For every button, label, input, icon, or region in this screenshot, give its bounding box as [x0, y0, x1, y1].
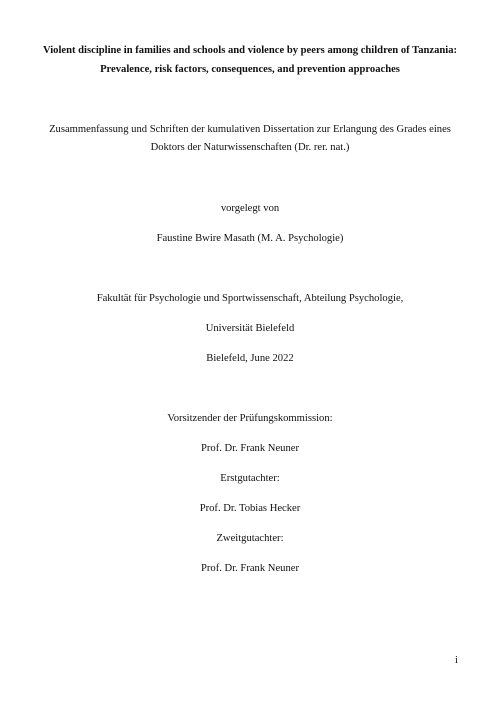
university-name: Universität Bielefeld [205, 323, 295, 334]
submitted-by-label: vorgelegt von [220, 203, 280, 214]
thesis-title-line-1: Violent discipline in families and schools and violence by peers among children of Tanzania: [42, 45, 458, 56]
second-reviewer-name: Prof. Dr. Frank Neuner [201, 563, 299, 574]
dissertation-summary-line-2: Doktors der Naturwissenschaften (Dr. rer. nat.) [150, 142, 350, 153]
committee-chair-label: Vorsitzender der Prüfungskommission: [167, 413, 333, 424]
first-reviewer-label: Erstgutachter: [220, 473, 280, 484]
thesis-title-line-2: Prevalence, risk factors, consequences, and prevention approaches [100, 64, 400, 75]
first-reviewer-name: Prof. Dr. Tobias Hecker [199, 503, 301, 514]
faculty-name: Fakultät für Psychologie und Sportwissenschaft, Abteilung Psychologie, [96, 293, 404, 304]
place-and-date: Bielefeld, June 2022 [206, 353, 294, 364]
dissertation-summary-line-1: Zusammenfassung und Schriften der kumulativen Dissertation zur Erlangung des Grades eines [49, 124, 451, 135]
page-number: i [455, 655, 458, 666]
second-reviewer-label: Zweitgutachter: [216, 533, 284, 544]
author-name: Faustine Bwire Masath (M. A. Psychologie) [156, 233, 344, 244]
committee-chair-name: Prof. Dr. Frank Neuner [201, 443, 299, 454]
